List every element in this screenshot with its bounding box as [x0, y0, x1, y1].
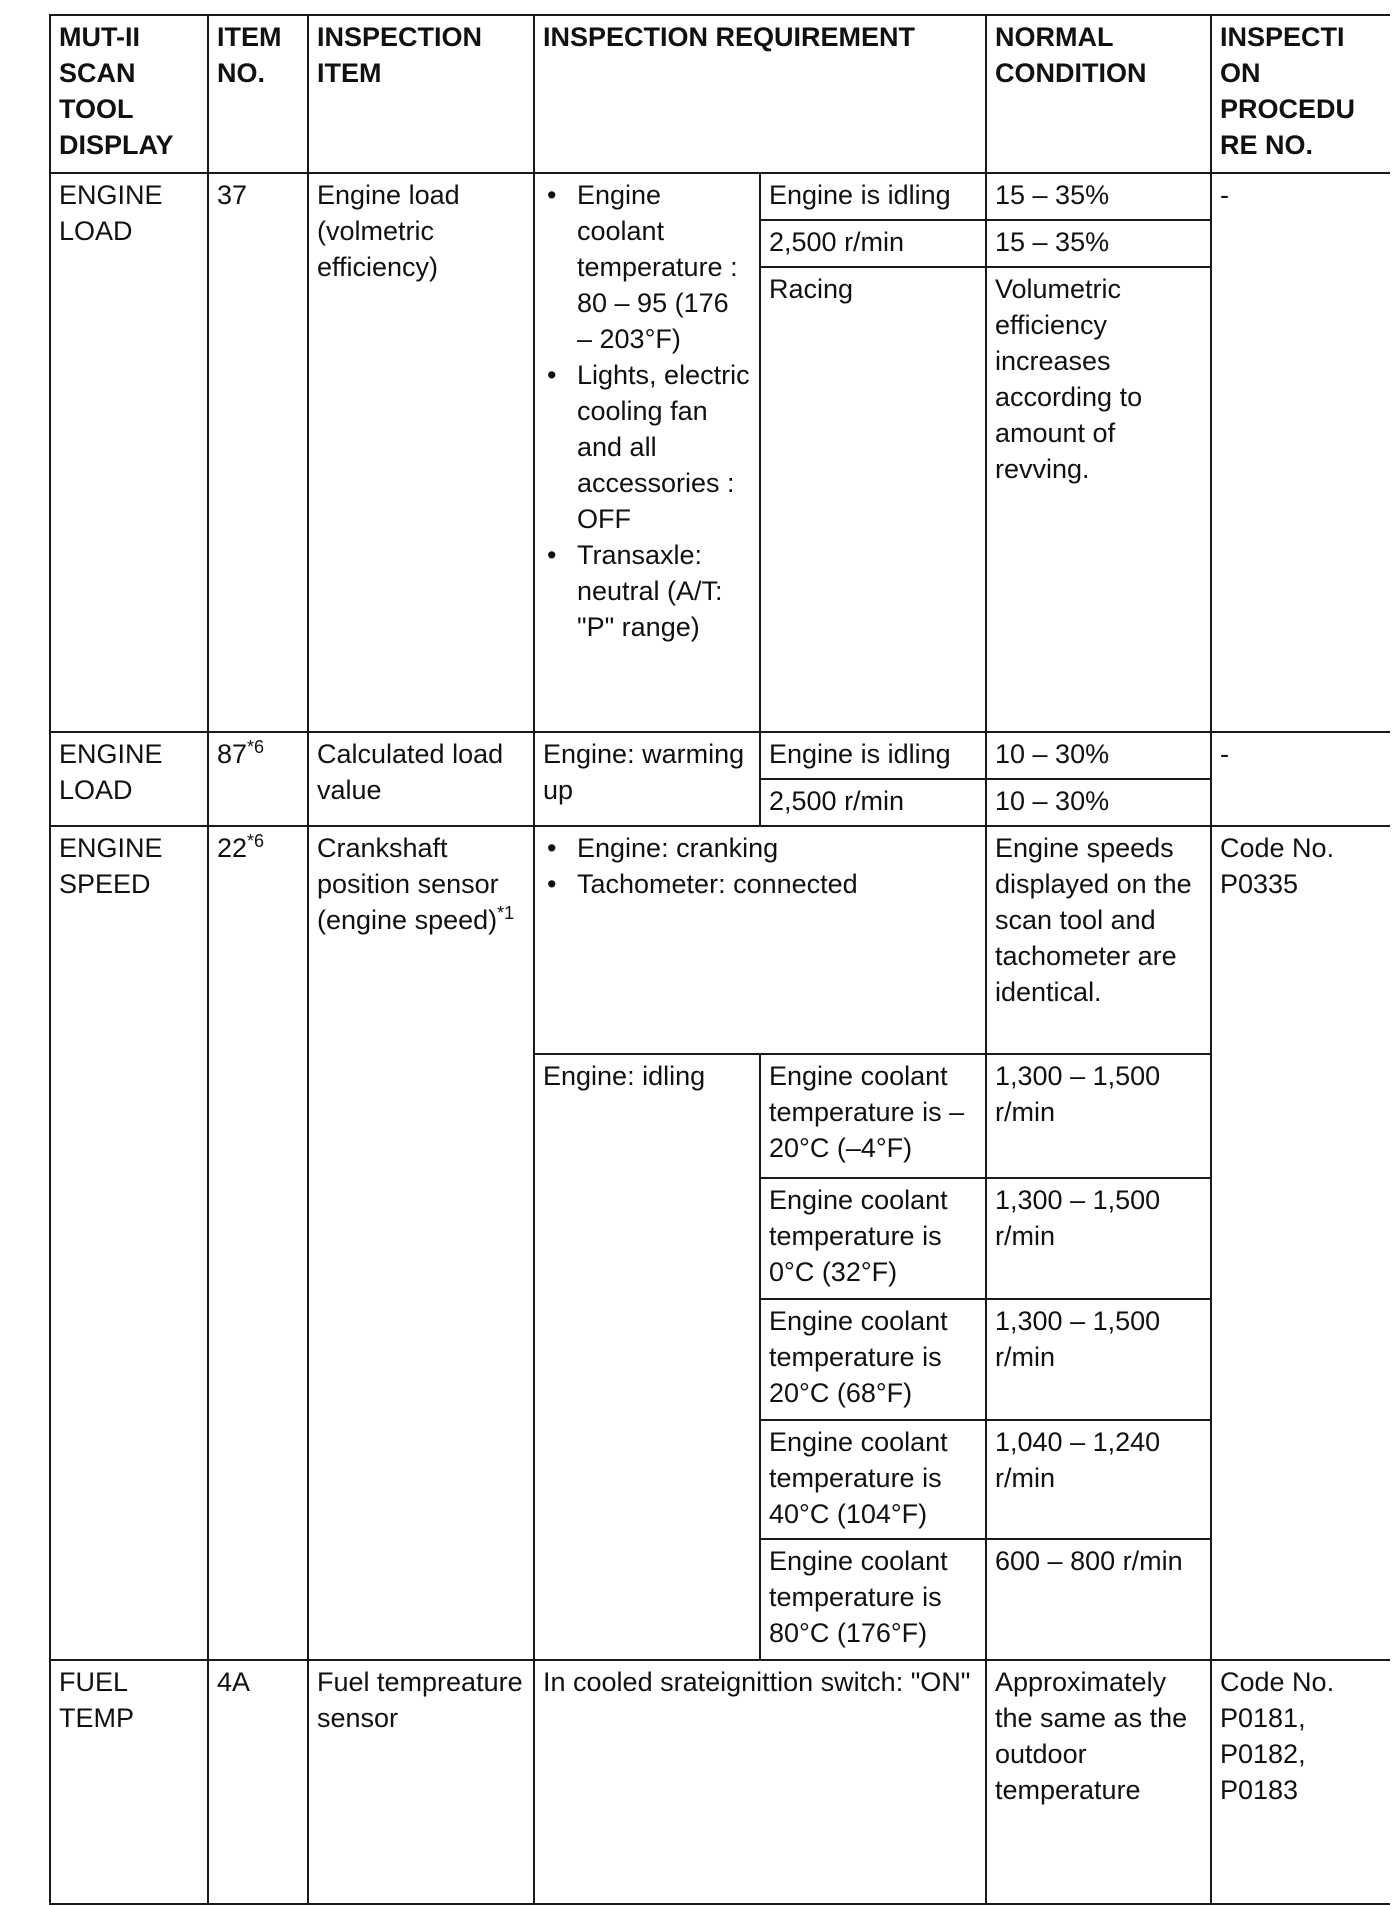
header-display: MUT-II SCAN TOOL DISPLAY — [50, 15, 208, 173]
cell-condition: Engine coolant temperature is –20°C (–4°F) — [760, 1054, 986, 1178]
cell-item-no: 4A — [208, 1660, 308, 1904]
cell-item-no — [208, 732, 308, 826]
header-procedure: INSPECTI ON PROCEDU RE NO. — [1211, 15, 1390, 173]
cell-requirement: Engine: warming up — [534, 732, 760, 826]
cell-display: ENGINE LOAD — [50, 732, 208, 826]
cell-procedure: - — [1211, 173, 1390, 732]
cell-item: Calculated load value — [308, 732, 534, 826]
table-row — [50, 173, 1390, 220]
cell-item: Engine load (volmetric efficiency) — [308, 173, 534, 732]
cell-normal: Approximately the same as the outdoor temperature — [986, 1660, 1211, 1904]
cell-normal: 10 – 30% — [986, 732, 1211, 779]
cell-condition: 2,500 r/min — [760, 779, 986, 826]
cell-procedure: Code No. P0335 — [1211, 826, 1390, 1660]
cell-requirement: Engine: idling — [534, 1054, 760, 1660]
cell-normal: 15 – 35% — [986, 173, 1211, 220]
table-row — [50, 826, 1390, 1054]
requirement-bullet: • Transaxle: neutral (A/T: "P" range) — [577, 537, 751, 645]
header-normal: NORMAL CONDITION — [986, 15, 1211, 173]
header-item-no: ITEM NO. — [208, 15, 308, 173]
cell-condition: Engine is idling — [760, 732, 986, 779]
inspection-table — [49, 14, 1390, 1905]
cell-display: ENGINE SPEED — [50, 826, 208, 1660]
cell-normal: Volumetric efficiency increases according to amount of revving. — [986, 267, 1211, 732]
header-row — [50, 15, 1390, 173]
cell-display: FUEL TEMP — [50, 1660, 208, 1904]
item-text: Crankshaft position sensor (engine speed) — [317, 833, 499, 935]
cell-normal: 600 – 800 r/min — [986, 1539, 1211, 1660]
cell-normal: 1,040 – 1,240 r/min — [986, 1420, 1211, 1539]
cell-normal: 1,300 – 1,500 r/min — [986, 1178, 1211, 1299]
cell-item: Fuel tempreature sensor — [308, 1660, 534, 1904]
cell-item-no — [208, 826, 308, 1660]
requirement-bullet: • Lights, electric cooling fan and all accessories : OFF — [577, 357, 751, 537]
cell-item — [308, 826, 534, 1660]
cell-condition: Engine coolant temperature is 20°C (68°F) — [760, 1299, 986, 1420]
item-footnote: *1 — [497, 903, 515, 923]
requirement-bullet: • Engine: cranking — [577, 830, 977, 866]
cell-condition: Engine coolant temperature is 0°C (32°F) — [760, 1178, 986, 1299]
item-no-value: 87 — [217, 739, 248, 769]
cell-requirement: In cooled srateignittion switch: "ON" — [534, 1660, 986, 1904]
header-item: INSPECTION ITEM — [308, 15, 534, 173]
cell-condition: Racing — [760, 267, 986, 732]
cell-procedure: - — [1211, 732, 1390, 826]
item-no-footnote: *6 — [247, 831, 265, 851]
cell-display: ENGINE LOAD — [50, 173, 208, 732]
header-requirement: INSPECTION REQUIREMENT — [534, 15, 986, 173]
cell-normal: 15 – 35% — [986, 220, 1211, 267]
requirement-bullet: • Tachometer: connected — [577, 866, 977, 902]
table-row — [50, 732, 1390, 779]
cell-condition: Engine coolant temperature is 80°C (176°F) — [760, 1539, 986, 1660]
cell-normal: 1,300 – 1,500 r/min — [986, 1299, 1211, 1420]
cell-normal: 10 – 30% — [986, 779, 1211, 826]
item-no-value: 22 — [217, 833, 248, 863]
cell-condition: Engine coolant temperature is 40°C (104°F) — [760, 1420, 986, 1539]
requirement-bullet: • Engine coolant temperature : 80 – 95 (176 – 203°F) — [577, 177, 751, 357]
item-no-footnote: *6 — [247, 737, 265, 757]
cell-requirement — [534, 826, 986, 1054]
cell-procedure: Code No. P0181, P0182, P0183 — [1211, 1660, 1390, 1904]
cell-normal: Engine speeds displayed on the scan tool and tachometer are identical. — [986, 826, 1211, 1054]
cell-normal: 1,300 – 1,500 r/min — [986, 1054, 1211, 1178]
cell-item-no: 37 — [208, 173, 308, 732]
cell-requirement — [534, 173, 760, 732]
inspection-table-page — [49, 14, 1390, 1905]
table-row — [50, 1660, 1390, 1904]
cell-condition: 2,500 r/min — [760, 220, 986, 267]
cell-condition: Engine is idling — [760, 173, 986, 220]
